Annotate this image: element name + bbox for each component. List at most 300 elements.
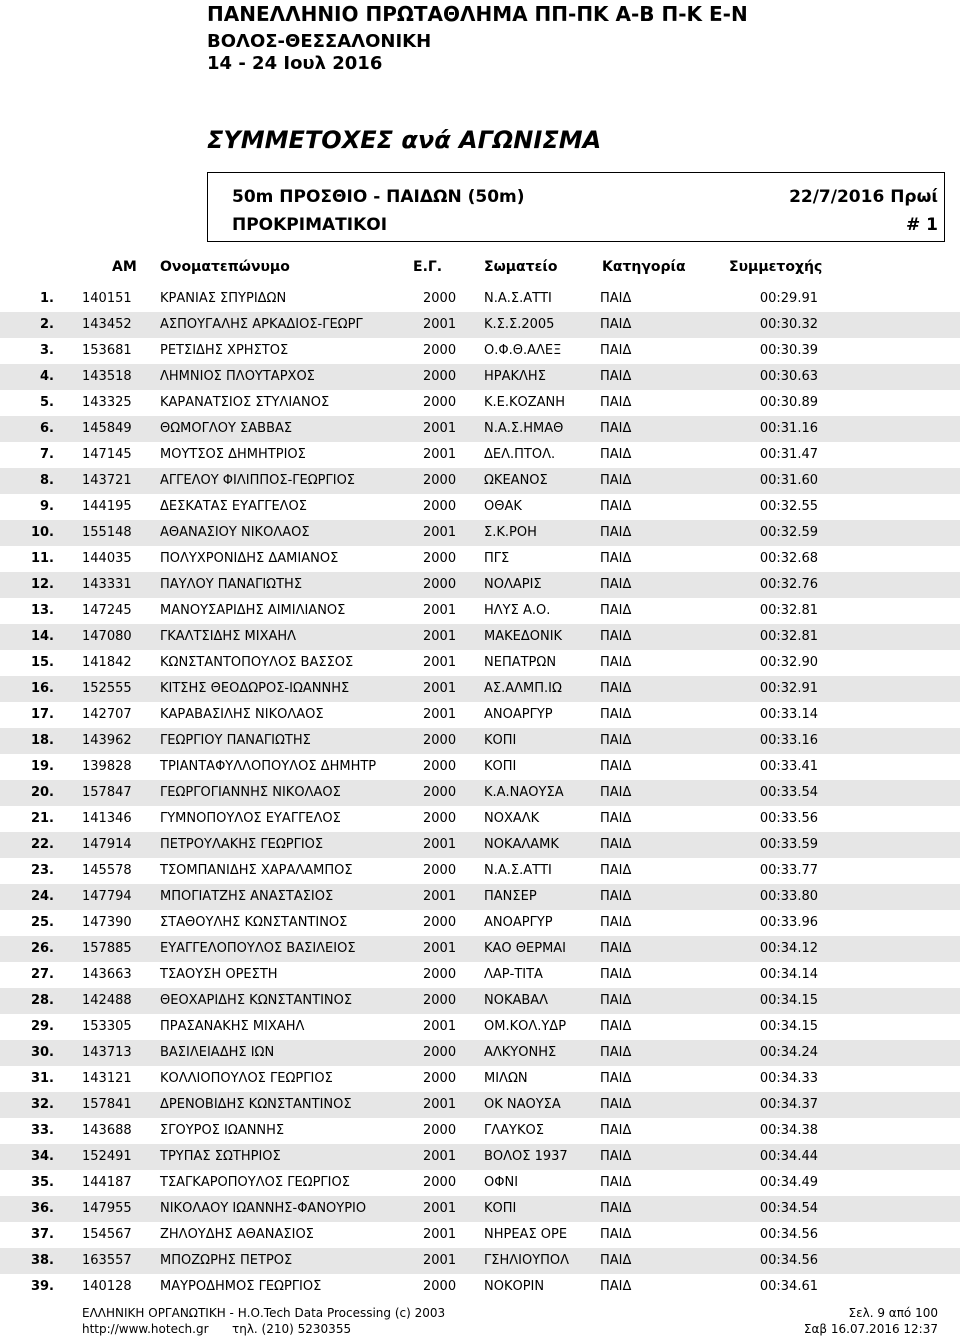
row-club: ΝΟΚΑΛΑΜΚ [484, 837, 559, 852]
row-club: ΠΑΝΣΕΡ [484, 889, 537, 904]
row-am: 147245 [82, 603, 132, 618]
row-club: ΝΕΠΑΤΡΩΝ [484, 655, 557, 670]
row-yob: 2001 [423, 655, 457, 670]
table-row [0, 520, 960, 546]
row-club: ΑΛΚΥΟΝΗΣ [484, 1045, 557, 1060]
row-am: 145578 [82, 863, 132, 878]
row-yob: 2000 [423, 915, 457, 930]
row-name: ΘΕΟΧΑΡΙΔΗΣ ΚΩΝΣΤΑΝΤΙΝΟΣ [160, 993, 353, 1008]
row-club: ΓΛΑΥΚΟΣ [484, 1123, 544, 1138]
row-yob: 2000 [423, 577, 457, 592]
table-row [0, 650, 960, 676]
row-rank: 31. [30, 1071, 54, 1086]
table-row [0, 1248, 960, 1274]
row-entry-time: 00:34.54 [759, 1201, 818, 1216]
row-category: ΠΑΙΔ [600, 837, 632, 852]
row-yob: 2001 [423, 421, 457, 436]
row-rank: 1. [40, 291, 54, 306]
row-category: ΠΑΙΔ [600, 473, 632, 488]
row-category: ΠΑΙΔ [600, 369, 632, 384]
row-entry-time: 00:33.56 [759, 811, 818, 826]
row-yob: 2000 [423, 395, 457, 410]
row-rank: 8. [40, 473, 54, 488]
row-yob: 2001 [423, 941, 457, 956]
table-row [0, 858, 960, 884]
row-club: ΝΟΛΑΡΙΣ [484, 577, 542, 592]
row-entry-time: 00:30.39 [759, 343, 818, 358]
row-category: ΠΑΙΔ [600, 1045, 632, 1060]
table-row [0, 598, 960, 624]
row-club: Ο.Φ.Θ.ΑΛΕΞ [484, 343, 562, 358]
row-category: ΠΑΙΔ [600, 1149, 632, 1164]
row-entry-time: 00:31.47 [759, 447, 818, 462]
row-category: ΠΑΙΔ [600, 629, 632, 644]
row-entry-time: 00:32.81 [759, 629, 818, 644]
row-yob: 2001 [423, 1201, 457, 1216]
row-category: ΠΑΙΔ [600, 1227, 632, 1242]
row-category: ΠΑΙΔ [600, 1175, 632, 1190]
row-rank: 19. [30, 759, 54, 774]
row-rank: 18. [30, 733, 54, 748]
row-am: 152491 [82, 1149, 132, 1164]
table-row [0, 754, 960, 780]
row-yob: 2001 [423, 1149, 457, 1164]
row-entry-time: 00:34.15 [759, 993, 818, 1008]
row-club: ΚΟΠΙ [484, 1201, 517, 1216]
row-name: ΤΣΑΓΚΑΡΟΠΟΥΛΟΣ ΓΕΩΡΓΙΟΣ [160, 1175, 350, 1190]
row-am: 143713 [82, 1045, 132, 1060]
row-am: 139828 [82, 759, 132, 774]
table-row [0, 988, 960, 1014]
row-rank: 34. [30, 1149, 54, 1164]
row-category: ΠΑΙΔ [600, 1123, 632, 1138]
row-name: ΕΥΑΓΓΕΛΟΠΟΥΛΟΣ ΒΑΣΙΛΕΙΟΣ [160, 941, 356, 956]
row-entry-time: 00:34.38 [759, 1123, 818, 1138]
table-row [0, 1040, 960, 1066]
row-am: 142707 [82, 707, 132, 722]
row-entry-time: 00:32.68 [759, 551, 818, 566]
row-category: ΠΑΙΔ [600, 317, 632, 332]
row-am: 143331 [82, 577, 132, 592]
row-entry-time: 00:33.77 [759, 863, 818, 878]
column-header-entry: Συμμετοχής [729, 259, 823, 275]
row-rank: 32. [30, 1097, 54, 1112]
row-yob: 2000 [423, 473, 457, 488]
row-rank: 3. [40, 343, 54, 358]
row-yob: 2001 [423, 317, 457, 332]
row-category: ΠΑΙΔ [600, 343, 632, 358]
row-category: ΠΑΙΔ [600, 1071, 632, 1086]
table-row [0, 702, 960, 728]
row-am: 145849 [82, 421, 132, 436]
row-club: ΝΗΡΕΑΣ ΟΡΕ [484, 1227, 568, 1242]
row-name: ΤΣΟΜΠΑΝΙΔΗΣ ΧΑΡΑΛΑΜΠΟΣ [160, 863, 353, 878]
row-yob: 2000 [423, 733, 457, 748]
row-entry-time: 00:31.16 [759, 421, 818, 436]
row-entry-time: 00:33.54 [759, 785, 818, 800]
table-row [0, 1118, 960, 1144]
row-category: ΠΑΙΔ [600, 525, 632, 540]
row-am: 153681 [82, 343, 132, 358]
row-name: ΠΟΛΥΧΡΟΝΙΔΗΣ ΔΑΜΙΑΝΟΣ [160, 551, 339, 566]
table-row [0, 1196, 960, 1222]
table-row [0, 442, 960, 468]
table-row [0, 936, 960, 962]
row-category: ΠΑΙΔ [600, 499, 632, 514]
row-entry-time: 00:34.49 [759, 1175, 818, 1190]
row-entry-time: 00:34.15 [759, 1019, 818, 1034]
row-rank: 23. [30, 863, 54, 878]
row-name: ΣΓΟΥΡΟΣ ΙΩΑΝΝΗΣ [160, 1123, 285, 1138]
row-am: 157847 [82, 785, 132, 800]
row-rank: 22. [30, 837, 54, 852]
row-club: ΟΦΝΙ [484, 1175, 519, 1190]
row-category: ΠΑΙΔ [600, 941, 632, 956]
footer-phone: τηλ. (210) 5230355 [232, 1322, 352, 1336]
row-am: 147794 [82, 889, 132, 904]
row-yob: 2001 [423, 837, 457, 852]
row-am: 143688 [82, 1123, 132, 1138]
row-entry-time: 00:34.56 [759, 1253, 818, 1268]
row-yob: 2000 [423, 551, 457, 566]
event-date: 22/7/2016 Πρωί [789, 187, 938, 207]
row-club: ΒΟΛΟΣ 1937 [484, 1149, 568, 1164]
row-entry-time: 00:34.33 [759, 1071, 818, 1086]
row-rank: 29. [30, 1019, 54, 1034]
row-entry-time: 00:29.91 [759, 291, 818, 306]
row-club: Κ.Σ.Σ.2005 [484, 317, 555, 332]
row-entry-time: 00:34.24 [759, 1045, 818, 1060]
row-entry-time: 00:33.80 [759, 889, 818, 904]
row-yob: 2001 [423, 1253, 457, 1268]
row-entry-time: 00:34.37 [759, 1097, 818, 1112]
row-category: ΠΑΙΔ [600, 993, 632, 1008]
row-club: ΓΣΗΛΙΟΥΠΟΛ [484, 1253, 570, 1268]
table-row [0, 546, 960, 572]
row-category: ΠΑΙΔ [600, 421, 632, 436]
row-rank: 17. [30, 707, 54, 722]
row-am: 143663 [82, 967, 132, 982]
table-row [0, 1144, 960, 1170]
footer-web[interactable]: http://www.hotech.gr [82, 1322, 209, 1336]
column-header-club: Σωματείο [484, 259, 558, 275]
row-category: ΠΑΙΔ [600, 395, 632, 410]
table-row [0, 286, 960, 312]
row-rank: 5. [40, 395, 54, 410]
event-heat: # 1 [906, 215, 938, 235]
row-rank: 12. [30, 577, 54, 592]
row-rank: 26. [30, 941, 54, 956]
row-am: 147080 [82, 629, 132, 644]
row-am: 140151 [82, 291, 132, 306]
row-name: ΜΑΝΟΥΣΑΡΙΔΗΣ ΑΙΜΙΛΙΑΝΟΣ [160, 603, 346, 618]
row-am: 140128 [82, 1279, 132, 1294]
row-club: ΩΚΕΑΝΟΣ [484, 473, 548, 488]
table-row [0, 390, 960, 416]
footer-printed: Σαβ 16.07.2016 12:37 [803, 1322, 938, 1336]
row-category: ΠΑΙΔ [600, 915, 632, 930]
row-entry-time: 00:33.59 [759, 837, 818, 852]
table-row [0, 572, 960, 598]
row-club: ΝΟΚΑΒΑΛ [484, 993, 549, 1008]
row-yob: 2000 [423, 1175, 457, 1190]
row-entry-time: 00:30.63 [759, 369, 818, 384]
row-yob: 2001 [423, 681, 457, 696]
row-category: ΠΑΙΔ [600, 785, 632, 800]
table-row [0, 338, 960, 364]
row-category: ΠΑΙΔ [600, 707, 632, 722]
event-name: 50m ΠΡΟΣΘΙΟ - ΠΑΙΔΩΝ (50m) [232, 187, 525, 207]
row-category: ΠΑΙΔ [600, 811, 632, 826]
row-name: ΚΙΤΣΗΣ ΘΕΟΔΩΡΟΣ-ΙΩΑΝΝΗΣ [160, 681, 350, 696]
row-name: ΜΟΥΤΣΟΣ ΔΗΜΗΤΡΙΟΣ [160, 447, 306, 462]
row-category: ΠΑΙΔ [600, 733, 632, 748]
dates-title: 14 - 24 Ιουλ 2016 [207, 53, 383, 74]
row-category: ΠΑΙΔ [600, 1019, 632, 1034]
row-yob: 2000 [423, 291, 457, 306]
column-header-yob: Ε.Γ. [413, 259, 443, 275]
row-club: ΠΓΣ [484, 551, 510, 566]
row-rank: 33. [30, 1123, 54, 1138]
row-club: ΝΟΚΟΡΙΝ [484, 1279, 545, 1294]
row-club: ΗΛΥΣ Α.Ο. [484, 603, 551, 618]
row-name: ΑΓΓΕΛΟΥ ΦΙΛΙΠΠΟΣ-ΓΕΩΡΓΙΟΣ [160, 473, 356, 488]
row-category: ΠΑΙΔ [600, 447, 632, 462]
row-entry-time: 00:33.16 [759, 733, 818, 748]
row-entry-time: 00:33.14 [759, 707, 818, 722]
row-rank: 7. [40, 447, 54, 462]
row-yob: 2000 [423, 369, 457, 384]
row-rank: 35. [30, 1175, 54, 1190]
row-rank: 10. [30, 525, 54, 540]
table-row [0, 780, 960, 806]
table-row [0, 312, 960, 338]
event-stage: ΠΡΟΚΡΙΜΑΤΙΚΟΙ [232, 215, 388, 235]
row-name: ΤΣΑΟΥΣΗ ΟΡΕΣΤΗ [160, 967, 278, 982]
row-name: ΜΠΟΖΩΡΗΣ ΠΕΤΡΟΣ [160, 1253, 293, 1268]
row-yob: 2001 [423, 603, 457, 618]
row-name: ΡΕΤΣΙΔΗΣ ΧΡΗΣΤΟΣ [160, 343, 289, 358]
row-category: ΠΑΙΔ [600, 577, 632, 592]
row-name: ΠΑΥΛΟΥ ΠΑΝΑΓΙΩΤΗΣ [160, 577, 303, 592]
championship-title: ΠΑΝΕΛΛΗΝΙΟ ΠΡΩΤΑΘΛΗΜΑ ΠΠ-ΠΚ Α-Β Π-Κ Ε-Ν [207, 2, 748, 26]
row-rank: 11. [30, 551, 54, 566]
row-name: ΔΕΣΚΑΤΑΣ ΕΥΑΓΓΕΛΟΣ [160, 499, 308, 514]
row-yob: 2001 [423, 447, 457, 462]
row-am: 143325 [82, 395, 132, 410]
row-club: ΚΟΠΙ [484, 759, 517, 774]
row-rank: 36. [30, 1201, 54, 1216]
row-am: 141346 [82, 811, 132, 826]
row-yob: 2000 [423, 863, 457, 878]
table-row [0, 1092, 960, 1118]
row-am: 144187 [82, 1175, 132, 1190]
row-entry-time: 00:32.59 [759, 525, 818, 540]
row-category: ΠΑΙΔ [600, 681, 632, 696]
table-row [0, 494, 960, 520]
column-header-name: Ονοματεπώνυμο [160, 259, 290, 275]
row-name: ΜΑΥΡΟΔΗΜΟΣ ΓΕΩΡΓΙΟΣ [160, 1279, 322, 1294]
row-category: ΠΑΙΔ [600, 1253, 632, 1268]
row-yob: 2001 [423, 1097, 457, 1112]
table-row [0, 1274, 960, 1300]
table-row [0, 676, 960, 702]
row-am: 142488 [82, 993, 132, 1008]
row-rank: 9. [40, 499, 54, 514]
row-name: ΚΑΡΑΒΑΣΙΛΗΣ ΝΙΚΟΛΑΟΣ [160, 707, 324, 722]
row-name: ΣΤΑΘΟΥΛΗΣ ΚΩΝΣΤΑΝΤΙΝΟΣ [160, 915, 348, 930]
row-entry-time: 00:33.41 [759, 759, 818, 774]
row-entry-time: 00:34.61 [759, 1279, 818, 1294]
row-rank: 38. [30, 1253, 54, 1268]
row-club: ΟΚ ΝΑΟΥΣΑ [484, 1097, 561, 1112]
row-am: 152555 [82, 681, 132, 696]
table-row [0, 728, 960, 754]
event-box [207, 172, 945, 242]
row-rank: 4. [40, 369, 54, 384]
row-club: ΟΘΑΚ [484, 499, 522, 514]
row-yob: 2001 [423, 1019, 457, 1034]
row-name: ΛΗΜΝΙΟΣ ΠΛΟΥΤΑΡΧΟΣ [160, 369, 315, 384]
row-entry-time: 00:32.91 [759, 681, 818, 696]
row-club: ΔΕΛ.ΠΤΟΛ. [484, 447, 556, 462]
row-yob: 2001 [423, 889, 457, 904]
row-club: ΜΑΚΕΔΟΝΙΚ [484, 629, 563, 644]
row-rank: 15. [30, 655, 54, 670]
row-am: 147145 [82, 447, 132, 462]
row-entry-time: 00:32.81 [759, 603, 818, 618]
row-rank: 16. [30, 681, 54, 696]
row-yob: 2001 [423, 707, 457, 722]
row-rank: 37. [30, 1227, 54, 1242]
row-club: Σ.Κ.ΡΟΗ [484, 525, 537, 540]
row-club: Ν.Α.Σ.ΑΤΤΙ [484, 863, 552, 878]
row-club: ΑΝΟΑΡΓΥΡ [484, 707, 553, 722]
row-am: 143721 [82, 473, 132, 488]
row-entry-time: 00:34.14 [759, 967, 818, 982]
row-rank: 25. [30, 915, 54, 930]
row-name: ΚΩΝΣΤΑΝΤΟΠΟΥΛΟΣ ΒΑΣΣΟΣ [160, 655, 354, 670]
row-category: ΠΑΙΔ [600, 1279, 632, 1294]
row-name: ΖΗΛΟΥΔΗΣ ΑΘΑΝΑΣΙΟΣ [160, 1227, 314, 1242]
row-yob: 2000 [423, 785, 457, 800]
row-club: ΚΟΠΙ [484, 733, 517, 748]
row-am: 143452 [82, 317, 132, 332]
row-club: ΜΙΛΩΝ [484, 1071, 528, 1086]
row-yob: 2000 [423, 1123, 457, 1138]
row-name: ΚΑΡΑΝΑΤΣΙΟΣ ΣΤΥΛΙΑΝΟΣ [160, 395, 330, 410]
row-club: ΟΜ.ΚΟΛ.ΥΔΡ [484, 1019, 567, 1034]
row-name: ΔΡΕΝΟΒΙΔΗΣ ΚΩΝΣΤΑΝΤΙΝΟΣ [160, 1097, 352, 1112]
row-name: ΠΡΑΣΑΝΑΚΗΣ ΜΙΧΑΗΛ [160, 1019, 305, 1034]
row-yob: 2000 [423, 499, 457, 514]
table-row [0, 364, 960, 390]
table-row [0, 910, 960, 936]
row-yob: 2000 [423, 343, 457, 358]
column-header-am: ΑΜ [112, 259, 137, 275]
row-rank: 14. [30, 629, 54, 644]
row-name: ΒΑΣΙΛΕΙΑΔΗΣ ΙΩΝ [160, 1045, 275, 1060]
row-club: ΑΣ.ΑΛΜΠ.ΙΩ [484, 681, 562, 696]
row-category: ΠΑΙΔ [600, 655, 632, 670]
row-rank: 2. [40, 317, 54, 332]
row-category: ΠΑΙΔ [600, 603, 632, 618]
row-am: 147955 [82, 1201, 132, 1216]
row-rank: 6. [40, 421, 54, 436]
row-am: 163557 [82, 1253, 132, 1268]
row-name: ΘΩΜΟΓΛΟΥ ΣΑΒΒΑΣ [160, 421, 293, 436]
row-rank: 27. [30, 967, 54, 982]
row-entry-time: 00:30.32 [759, 317, 818, 332]
row-rank: 21. [30, 811, 54, 826]
row-category: ΠΑΙΔ [600, 1097, 632, 1112]
row-yob: 2000 [423, 967, 457, 982]
column-header-category: Κατηγορία [602, 259, 686, 275]
row-club: ΑΝΟΑΡΓΥΡ [484, 915, 553, 930]
row-name: ΝΙΚΟΛΑΟΥ ΙΩΑΝΝΗΣ-ΦΑΝΟΥΡΙΟ [160, 1201, 367, 1216]
row-rank: 39. [30, 1279, 54, 1294]
row-rank: 20. [30, 785, 54, 800]
row-am: 144035 [82, 551, 132, 566]
row-entry-time: 00:34.56 [759, 1227, 818, 1242]
row-name: ΚΡΑΝΙΑΣ ΣΠΥΡΙΔΩΝ [160, 291, 287, 306]
row-club: ΛΑΡ-ΤΙΤΑ [484, 967, 543, 982]
table-row [0, 884, 960, 910]
row-entry-time: 00:30.89 [759, 395, 818, 410]
row-am: 143518 [82, 369, 132, 384]
row-name: ΑΣΠΟΥΓΑΛΗΣ ΑΡΚΑΔΙΟΣ-ΓΕΩΡΓ [160, 317, 363, 332]
row-entry-time: 00:34.12 [759, 941, 818, 956]
row-am: 144195 [82, 499, 132, 514]
row-am: 147390 [82, 915, 132, 930]
row-yob: 2000 [423, 811, 457, 826]
row-yob: 2000 [423, 1071, 457, 1086]
row-club: Ν.Α.Σ.ΑΤΤΙ [484, 291, 552, 306]
row-yob: 2001 [423, 1227, 457, 1242]
row-rank: 30. [30, 1045, 54, 1060]
table-row [0, 962, 960, 988]
table-row [0, 416, 960, 442]
row-club: Κ.Α.ΝΑΟΥΣΑ [484, 785, 564, 800]
row-entry-time: 00:34.44 [759, 1149, 818, 1164]
row-rank: 24. [30, 889, 54, 904]
footer-page: Σελ. 9 από 100 [848, 1306, 938, 1320]
row-am: 155148 [82, 525, 132, 540]
row-club: ΝΟΧΑΛΚ [484, 811, 540, 826]
table-row [0, 806, 960, 832]
table-row [0, 624, 960, 650]
row-entry-time: 00:32.55 [759, 499, 818, 514]
row-yob: 2000 [423, 1279, 457, 1294]
row-category: ΠΑΙΔ [600, 863, 632, 878]
row-am: 154567 [82, 1227, 132, 1242]
table-row [0, 1066, 960, 1092]
row-yob: 2000 [423, 993, 457, 1008]
row-category: ΠΑΙΔ [600, 291, 632, 306]
row-name: ΤΡΙΑΝΤΑΦΥΛΛΟΠΟΥΛΟΣ ΔΗΜΗΤΡ [160, 759, 377, 774]
venue-title: ΒΟΛΟΣ-ΘΕΣΣΑΛΟΝΙΚΗ [207, 31, 432, 52]
row-category: ΠΑΙΔ [600, 1201, 632, 1216]
row-club: ΚΑΟ ΘΕΡΜΑΙ [484, 941, 567, 956]
table-row [0, 468, 960, 494]
row-name: ΚΟΛΛΙΟΠΟΥΛΟΣ ΓΕΩΡΓΙΟΣ [160, 1071, 333, 1086]
row-name: ΓΥΜΝΟΠΟΥΛΟΣ ΕΥΑΓΓΕΛΟΣ [160, 811, 341, 826]
row-am: 147914 [82, 837, 132, 852]
row-club: Κ.Ε.ΚΟΖΑΝΗ [484, 395, 566, 410]
row-name: ΤΡΥΠΑΣ ΣΩΤΗΡΙΟΣ [160, 1149, 281, 1164]
row-entry-time: 00:32.90 [759, 655, 818, 670]
table-row [0, 1222, 960, 1248]
